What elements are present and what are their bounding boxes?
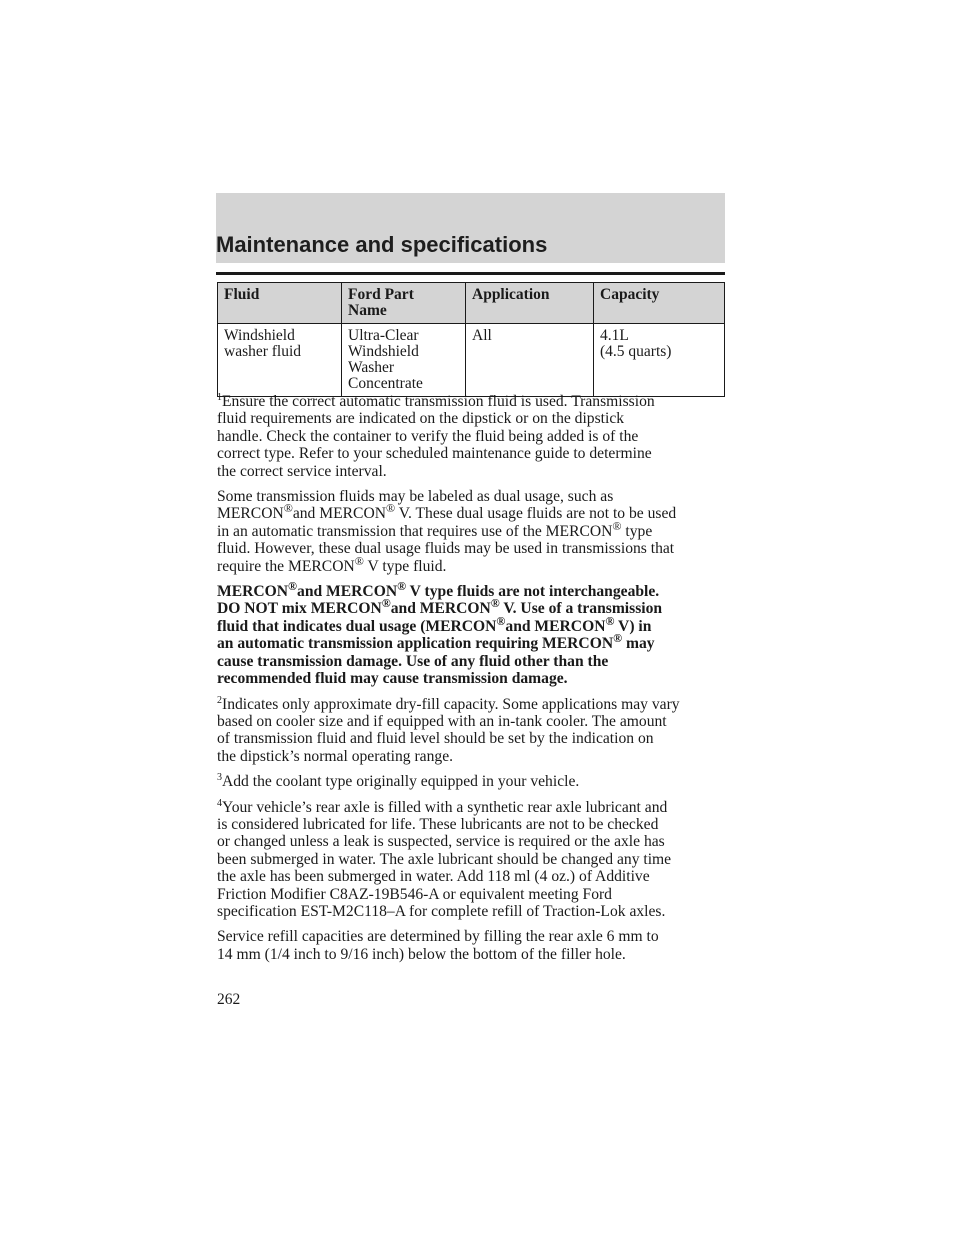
registered-mark: ® — [354, 553, 364, 568]
footnote-marker: 4 — [217, 797, 222, 809]
dual-usage-paragraph: Some transmission fluids may be labeled as dual usage, such as MERCON®and MERCON® V. These dual usage fluids are not to be used in an automatic transmission that requires use of the MERCON® type fluid. However, these dual usage fluids may be used in transmissions that require the MERCON® V type fluid. — [217, 488, 677, 575]
footnote-marker: 3 — [217, 771, 222, 783]
registered-mark: ® — [613, 631, 623, 646]
cell-capacity: 4.1L (4.5 quarts) — [594, 324, 725, 397]
col-header-fluid: Fluid — [218, 283, 342, 324]
page-number: 262 — [217, 991, 241, 1008]
table-row — [218, 324, 725, 397]
registered-mark: ® — [288, 578, 298, 593]
footnote-marker: 1 — [217, 391, 222, 403]
registered-mark: ® — [490, 596, 500, 611]
footnote-marker: 2 — [217, 694, 222, 706]
cell-ford-part-name: Ultra-Clear Windshield Washer Concentrate — [342, 324, 466, 397]
registered-mark: ® — [605, 613, 615, 628]
col-header-application: Application — [466, 283, 594, 324]
registered-mark: ® — [612, 518, 622, 533]
footnote-1: $^1$Ensure the correct automatic transmission fluid is used. Transmission fluid requirements are indicated on the dipstick or on the dipstick handle. Check the container to verify the fluid being added is of the correct type. Refer to your scheduled maintenance guide to determine the correct service interval. — [217, 391, 655, 480]
footnote-4: $^4$Your vehicle’s rear axle is filled with a synthetic rear axle lubricant and is considered lubricated for life. These lubricants are not to be checked or changed unless a leak is suspected, service is required or the axle has been submerged in water. The axle lubricant should be changed any time the axle has been submerged in water. Add 118 ml (4 oz.) of Additive Friction Modifier C8AZ-19B546-A or equivalent meeting Ford specification EST-M2C118–A for complete refill of Traction-Lok axles. — [217, 797, 672, 920]
header-divider — [216, 272, 725, 275]
fluid-spec-table — [217, 282, 725, 397]
service-refill-paragraph: Service refill capacities are determined by filling the rear axle 6 mm to 14 mm (1/4 inch to 9/16 inch) below the bottom of the filler hole. — [217, 928, 659, 963]
registered-mark: ® — [385, 501, 396, 516]
registered-mark: ® — [381, 596, 391, 611]
col-header-capacity: Capacity — [594, 283, 725, 324]
footnote-3: $^3$Add the coolant type originally equipped in your vehicle. — [217, 771, 580, 791]
cell-application: All — [466, 324, 594, 397]
registered-mark: ® — [496, 613, 506, 628]
warning-paragraph: MERCON®and MERCON® V type fluids are not interchangeable. DO NOT mix MERCON®and MERCON® V. Use of a transmission fluid that indicates dual usage (MERCON®and MERCON® V) in an automatic transmission application requiring MERCON® may cause transmission damage. Use of any fluid other than the recommended fluid may cause transmission damage. — [217, 578, 663, 688]
col-header-ford-part-name: Ford Part Name — [342, 283, 466, 324]
cell-fluid: Windshield washer fluid — [218, 324, 342, 397]
section-title: Maintenance and specifications — [216, 232, 548, 257]
notes-body — [217, 393, 727, 971]
table-header-row — [218, 283, 725, 324]
footnote-2: $^2$Indicates only approximate dry-fill capacity. Some applications may vary based on cooler size and if equipped with an in-tank cooler. The amount of transmission fluid and fluid level should be set by the indication on the dipstick’s normal operating range. — [217, 694, 680, 765]
registered-mark: ® — [283, 501, 293, 516]
registered-mark: ® — [397, 578, 407, 593]
